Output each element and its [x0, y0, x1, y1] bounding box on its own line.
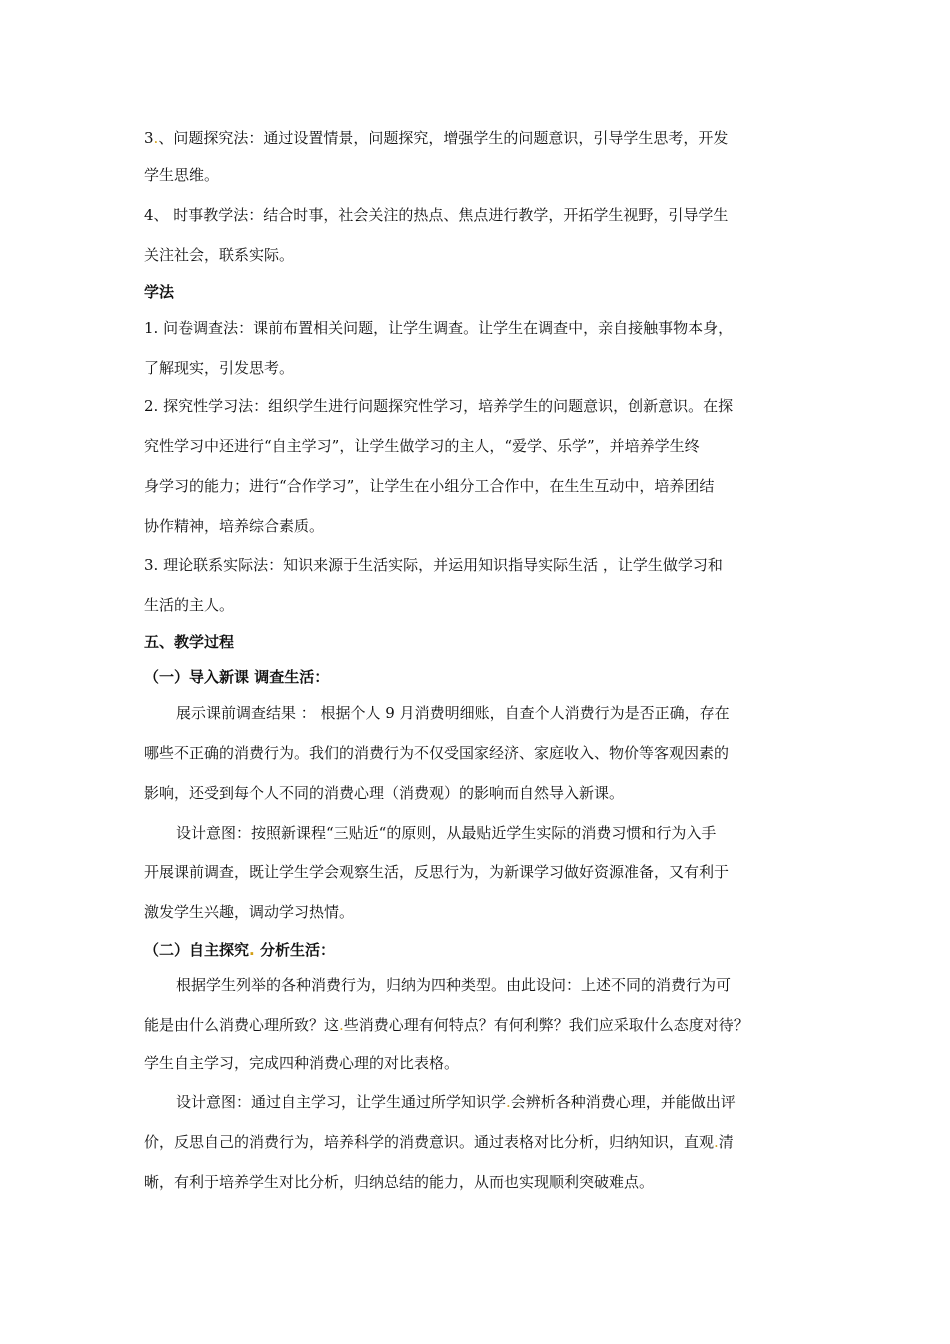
method-4-line-2: 关注社会，联系实际。	[144, 246, 295, 264]
section-2-para-1-line-2	[144, 1015, 749, 1035]
section-1-para-1-line-3: 影响，还受到每个人不同的消费心理（消费观）的影响而自然导入新课。	[144, 784, 625, 802]
line-part: 价，反思自己的消费行为，培养科学的消费意识。通过表格对比分析，归纳知识，直观	[144, 1133, 715, 1151]
study-1-line-1: 1. 问卷调查法：课前布置相关问题，让学生调查。让学生在调查中，亲自接触事物本身，	[144, 319, 734, 337]
section-2-para-2-line-3: 晰，有利于培养学生对比分析，归纳总结的能力，从而也实现顺利突破难点。	[144, 1173, 655, 1191]
heading-part: （二）自主探究	[144, 941, 250, 959]
line-part: 清	[718, 1133, 734, 1151]
line-part: 些消费心理有何特点？有何利弊？我们应采取什么态度对待？	[343, 1016, 749, 1034]
line-part: 会辨析各种消费心理，并能做出评	[510, 1093, 736, 1111]
study-1-line-2: 了解现实，引发思考。	[144, 359, 295, 377]
section-1-para-2-line-1: 设计意图：按照新课程“三贴近“的原则，从最贴近学生实际的消费习惯和行为入手	[176, 824, 717, 842]
study-2-line-3: 身学习的能力；进行“合作学习”，让学生在小组分工合作中，在生生互动中，培养团结	[144, 477, 715, 495]
annotation-mark: .	[249, 941, 255, 959]
study-3-line-2: 生活的主人。	[144, 596, 235, 614]
process-heading: 五、教学过程	[144, 633, 235, 651]
heading-part: 分析生活：	[254, 941, 335, 959]
section-1-para-2-line-3: 激发学生兴趣，调动学习热情。	[144, 903, 355, 921]
study-heading: 学法	[144, 283, 175, 301]
line-part: 设计意图：通过自主学习，让学生通过所学知识学	[176, 1093, 507, 1111]
annotation-mark: .	[506, 1093, 511, 1111]
line-part: 能是由什么消费心理所致？这	[144, 1016, 340, 1034]
method-4-line-1: 4、 时事教学法：结合时事，社会关注的热点、焦点进行教学，开拓学生视野，引导学生	[144, 206, 729, 224]
section-2-para-1-line-1: 根据学生列举的各种消费行为，归纳为四种类型。由此设问：上述不同的消费行为可	[176, 976, 732, 994]
study-2-line-4: 协作精神，培养综合素质。	[144, 517, 325, 535]
study-3-line-1: 3. 理论联系实际法：知识来源于生活实际，并运用知识指导实际生活 ，让学生做学习和	[144, 556, 723, 574]
method-3-line-2: 学生思维。	[144, 166, 220, 184]
section-2-para-1-line-3: 学生自主学习，完成四种消费心理的对比表格。	[144, 1054, 460, 1072]
method-3-line-1	[144, 128, 728, 148]
section-1-heading: （一）导入新课 调查生活：	[144, 668, 330, 686]
item-number: 3	[144, 129, 154, 147]
section-2-para-2-line-1	[176, 1092, 736, 1112]
study-2-line-1: 2. 探究性学习法：组织学生进行问题探究性学习，培养学生的问题意识，创新意识。在探	[144, 397, 734, 415]
study-2-line-2: 究性学习中还进行“自主学习”，让学生做学习的主人，“爱学、乐学”，并培养学生终	[144, 437, 700, 455]
section-2-para-2-line-2	[144, 1132, 734, 1152]
line-text: 、问题探究法：通过设置情景，问题探究，增强学生的问题意识，引导学生思考，开发	[158, 129, 729, 147]
section-1-para-1-line-2: 哪些不正确的消费行为。我们的消费行为不仅受国家经济、家庭收入、物价等客观因素的	[144, 744, 730, 762]
annotation-mark: .	[714, 1133, 719, 1151]
annotation-mark: .	[153, 129, 159, 147]
annotation-mark: .	[339, 1016, 344, 1034]
section-1-para-2-line-2: 开展课前调查，既让学生学会观察生活，反思行为，为新课学习做好资源准备，又有利于	[144, 863, 730, 881]
section-1-para-1-line-1: 展示课前调查结果 ： 根据个人 9 月消费明细账，自查个人消费行为是否正确，存在	[176, 704, 730, 722]
section-2-heading	[144, 940, 335, 960]
